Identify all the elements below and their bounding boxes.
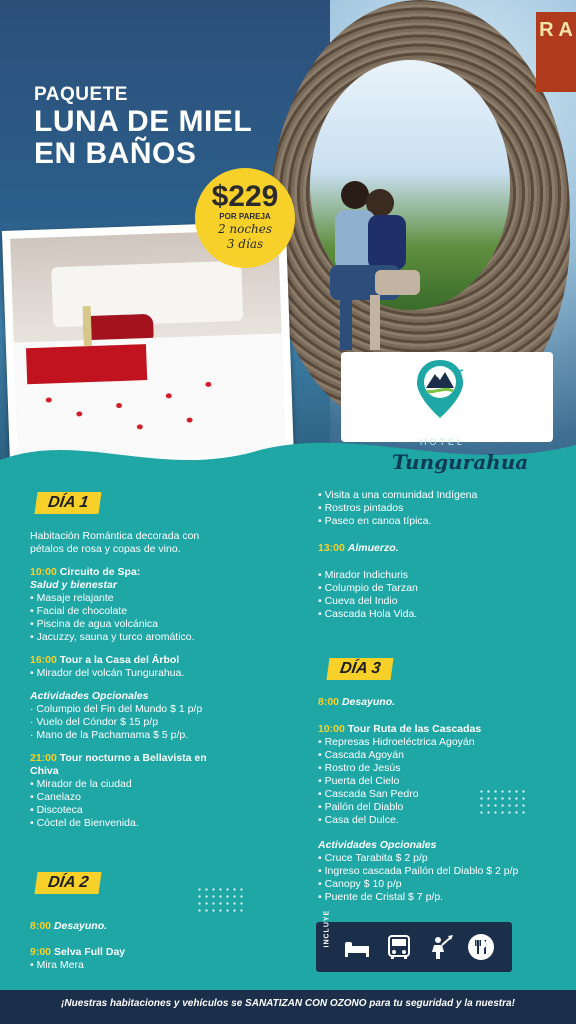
price-nights: 2 noches bbox=[217, 222, 273, 236]
day2-column-left bbox=[30, 920, 290, 972]
title-block bbox=[34, 84, 252, 170]
day1-column bbox=[30, 530, 290, 830]
list-item: • Mirador de la ciudad bbox=[30, 778, 132, 790]
day3-label: DÍA 3 bbox=[326, 658, 393, 680]
list-item: • Canopy $ 10 p/p bbox=[318, 878, 402, 890]
bus-icon bbox=[384, 932, 414, 962]
day2-selva-time: 9:00 bbox=[30, 946, 52, 958]
day1-night-time: 21:00 bbox=[30, 752, 57, 764]
list-item: • Cascada Hola Vida. bbox=[318, 608, 418, 620]
list-item: • Canelazo bbox=[30, 791, 81, 803]
dining-icon bbox=[466, 932, 496, 962]
day3-breakfast-time: 8:00 bbox=[318, 696, 340, 708]
day1-night-title: Tour nocturno a Bellavista en bbox=[59, 752, 207, 764]
title-line3: EN BAÑOS bbox=[34, 137, 197, 170]
day2-label: DÍA 2 bbox=[34, 872, 101, 894]
list-item: • Paseo en canoa típica. bbox=[318, 515, 432, 527]
includes-box bbox=[316, 909, 512, 972]
list-item: • Cascada San Pedro bbox=[318, 788, 419, 800]
day1-tree-time: 16:00 bbox=[30, 654, 57, 666]
list-item: • Jacuzzy, sauna y turco aromático. bbox=[30, 631, 195, 643]
list-item: • Represas Hidroeléctrica Agoyán bbox=[318, 736, 475, 748]
day3-column bbox=[318, 696, 568, 904]
list-item: · Mano de la Pachamama $ 5 p/p. bbox=[30, 729, 189, 741]
list-item: · Vuelo del Cóndor $ 15 p/p bbox=[30, 716, 159, 728]
list-item: • Rostros pintados bbox=[318, 502, 404, 514]
list-item: • Visita a una comunidad Indígena bbox=[318, 489, 478, 501]
list-item: • Rostro de Jesús bbox=[318, 762, 401, 774]
day3-tour-title: Tour Ruta de las Cascadas bbox=[347, 723, 482, 735]
corner-sign: R A bbox=[536, 12, 576, 92]
list-item: • Casa del Dulce. bbox=[318, 814, 399, 826]
day1-spa-title: Circuito de Spa: bbox=[59, 566, 141, 578]
list-item: · Columpio del Fin del Mundo $ 1 p/p bbox=[30, 703, 203, 715]
list-item: • Puerta del Cielo bbox=[318, 775, 400, 787]
list-item: • Mirador del volcán Tungurahua. bbox=[30, 667, 185, 679]
hotel-name: Tungurahua bbox=[392, 450, 529, 474]
list-item: • Piscina de agua volcánica bbox=[30, 618, 159, 630]
day1-night-title2: Chiva bbox=[30, 765, 59, 777]
day2-lunch: Almuerzo. bbox=[347, 542, 399, 554]
bed-icon bbox=[342, 932, 372, 962]
decor-dots bbox=[196, 886, 246, 916]
day1-tree-title: Tour a la Casa del Árbol bbox=[59, 654, 180, 666]
list-item: • Puente de Cristal $ 7 p/p. bbox=[318, 891, 444, 903]
list-item: • Cascada Agoyán bbox=[318, 749, 404, 761]
couple-image bbox=[300, 175, 430, 355]
list-item: • Mira Mera bbox=[30, 959, 84, 971]
list-item: • Cruce Tarabita $ 2 p/p bbox=[318, 852, 428, 864]
price-days: 3 días bbox=[226, 237, 264, 251]
guide-icon bbox=[426, 932, 456, 962]
price-per: POR PAREJA bbox=[219, 212, 271, 221]
day2-column-right bbox=[318, 489, 558, 621]
price-badge bbox=[195, 168, 295, 268]
day3-opt-title: Actividades Opcionales bbox=[318, 839, 437, 851]
day2-lunch-time: 13:00 bbox=[318, 542, 345, 554]
price-amount: $229 bbox=[211, 180, 279, 213]
day1-intro: Habitación Romántica decorada con bbox=[30, 530, 200, 542]
hotel-logo-pin-icon bbox=[415, 358, 465, 420]
list-item: • Ingreso cascada Pailón del Diablo $ 2 p/p bbox=[318, 865, 519, 877]
day3-breakfast: Desayuno. bbox=[341, 696, 396, 708]
day1-spa-time: 10:00 bbox=[30, 566, 57, 578]
title-line1: PAQUETE bbox=[34, 84, 128, 105]
list-item: • Columpio de Tarzan bbox=[318, 582, 418, 594]
day1-label: DÍA 1 bbox=[34, 492, 101, 514]
footer-banner: ¡Nuestras habitaciones y vehículos se SANATIZAN CON OZONO para tu seguridad y la nuestra! bbox=[0, 990, 576, 1024]
list-item: • Cueva del Indio bbox=[318, 595, 398, 607]
list-item: • Discoteca bbox=[30, 804, 83, 816]
day3-tour-time: 10:00 bbox=[318, 723, 345, 735]
hotel-small-label: HOTEL bbox=[420, 437, 466, 447]
red-runner bbox=[26, 344, 147, 384]
includes-label: INCLUYE bbox=[323, 909, 331, 948]
day2-breakfast: Desayuno. bbox=[53, 920, 108, 932]
list-item: • Cóctel de Bienvenida. bbox=[30, 817, 139, 829]
day2-selva-title: Selva Full Day bbox=[53, 946, 126, 958]
day1-intro: pétalos de rosa y copas de vino. bbox=[30, 543, 181, 555]
list-item: • Masaje relajante bbox=[30, 592, 114, 604]
list-item: • Mirador Indichuris bbox=[318, 569, 409, 581]
wine-bottle bbox=[83, 306, 92, 346]
list-item: • Pailón del Diablo bbox=[318, 801, 404, 813]
day2-breakfast-time: 8:00 bbox=[30, 920, 52, 932]
list-item: • Facial de chocolate bbox=[30, 605, 128, 617]
day1-opt-title: Actividades Opcionales bbox=[30, 690, 149, 702]
day1-spa-sub: Salud y bienestar bbox=[30, 579, 117, 591]
title-line2: LUNA DE MIEL bbox=[34, 105, 253, 138]
